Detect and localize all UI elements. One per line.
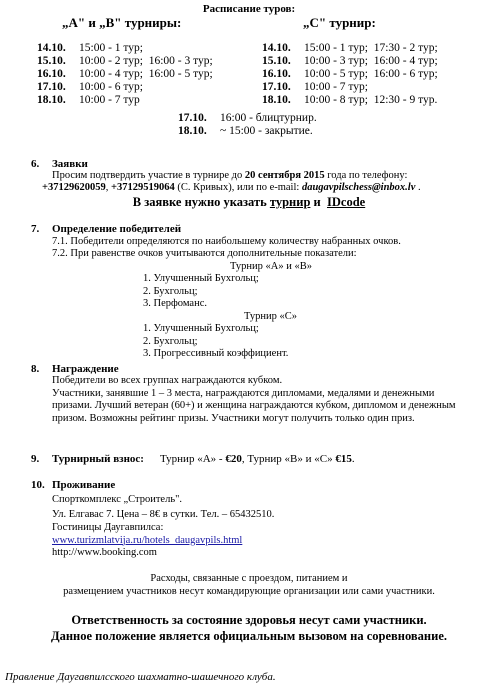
schedule-row: 17.10. 10:00 - 6 тур;: [37, 81, 143, 93]
ab-schedule-list: [37, 42, 213, 107]
section-10-line: Гостиницы Даугавпилса:: [52, 522, 164, 533]
section-8-title: Награждение: [52, 363, 119, 375]
c-tournament-header: „C" турнир:: [303, 15, 376, 30]
list-item: 2. Бухгольц;: [143, 285, 198, 297]
section-10-line: Ул. Елгавас 7. Цена – 8€ в сутки. Тел. – 65432510.: [52, 508, 275, 520]
schedule-row: 18.10. ~ 15:00 - закрытие.: [178, 125, 313, 137]
schedule-row: 16.10. 10:00 - 5 тур; 16:00 - 6 тур;: [262, 68, 438, 80]
schedule-row: 18.10. 10:00 - 8 тур; 12:30 - 9 тур.: [262, 94, 438, 106]
schedule-row: 14.10. 15:00 - 1 тур; 17:30 - 2 тур;: [262, 42, 438, 54]
tiebreak-c-list: [143, 323, 288, 361]
schedule-row: 15.10. 10:00 - 2 тур; 16:00 - 3 тур;: [37, 55, 213, 67]
notice-line: Ответственность за состояние здоровья несут сами участники.: [71, 613, 427, 627]
section-9-number: 9.: [31, 453, 40, 465]
tiebreak-ab-list: [143, 273, 259, 311]
schedule-row: 16.10. 10:00 - 4 тур; 16:00 - 5 тур;: [37, 68, 213, 80]
section-6-line-3: В заявке нужно указать турнир и IDcode: [132, 195, 366, 209]
c-schedule-list: [262, 42, 438, 107]
schedule-row: 14.10. 15:00 - 1 тур;: [37, 42, 143, 54]
section-9-fees: Турнир «A» - €20, Турнир «B» и «C» €15.: [160, 453, 355, 465]
section-7-p1: 7.1. Победители определяются по наибольшему количеству набранных очков.: [52, 236, 401, 247]
notice-line: Данное положение является официальным вызовом на соревнование.: [51, 629, 447, 643]
list-item: 3. Перфоманс.: [143, 298, 207, 309]
official-notice: [0, 612, 498, 644]
section-7-p2: 7.2. При равенстве очков учитываются дополнительные показатели:: [52, 248, 357, 259]
section-8-number: 8.: [31, 363, 40, 375]
tiebreak-c-title: Турнир «C»: [244, 311, 298, 322]
section-8-body: [52, 375, 456, 425]
section-6-line-2: +37129620059, +37129519064 (С. Кривых), или по e-mail: daugavpilschess@inbox.lv .: [42, 182, 421, 193]
list-item: 3. Прогрессивный коэффициент.: [143, 348, 289, 359]
section-8-line: призом. Возможны рейтинг призы. Участники могут получить только один приз.: [52, 412, 415, 424]
schedule-title: Расписание туров:: [202, 3, 296, 15]
list-item: 2. Бухгольц;: [143, 335, 198, 347]
list-item: 1. Улучшенный Бухгольц;: [143, 273, 259, 284]
section-6-line-1: Просим подтвердить участие в турнире до 20 сентября 2015 года по телефону:: [52, 170, 408, 181]
schedule-row: 17.10. 10:00 - 7 тур;: [262, 81, 368, 93]
section-7-title: Определение победителей: [52, 223, 182, 235]
section-8-line: Победители во всех группах награждаются кубком.: [52, 375, 283, 386]
section-10-number: 10.: [31, 479, 45, 491]
expenses-line: размещением участников несут командирующие организации или сами участники.: [63, 585, 435, 597]
booking-link[interactable]: http://www.booking.com: [52, 547, 157, 558]
section-6-number: 6.: [31, 158, 40, 170]
section-8-line: Участники, занявшие 1 – 3 места, награждаются дипломами, медалями и денежными: [52, 387, 435, 399]
footer-signature: Правление Даугавпилсского шахматно-шашечного клуба.: [5, 671, 276, 683]
section-9-title: Турнирный взнос:: [52, 453, 144, 465]
email-link[interactable]: daugavpilschess@inbox.lv: [301, 182, 416, 193]
schedule-row: 17.10. 16:00 - блицтурнир.: [178, 112, 317, 124]
section-10-line: Спорткомплекс „Строитель".: [52, 494, 183, 505]
section-10-body: [52, 494, 274, 560]
list-item: 1. Улучшенный Бухгольц;: [143, 323, 259, 334]
expenses-line: Расходы, связанные с проездом, питанием и: [150, 573, 348, 584]
tiebreak-ab-title: Турнир «A» и «B»: [230, 261, 312, 272]
schedule-row: 15.10. 10:00 - 3 тур; 16:00 - 4 тур;: [262, 55, 438, 67]
schedule-row: 18.10. 10:00 - 7 тур: [37, 94, 140, 106]
hotels-link[interactable]: www.turizmlatvija.ru/hotels_daugavpils.html: [52, 534, 243, 546]
section-10-title: Проживание: [52, 479, 116, 491]
expenses-note: [0, 573, 498, 598]
section-8-line: призами. Лучший ветеран (60+) и женщина награждаются кубком, дипломом и денежным: [52, 400, 456, 411]
common-schedule-list: [178, 112, 317, 138]
section-7-number: 7.: [31, 223, 40, 235]
section-6-title: Заявки: [52, 158, 88, 170]
ab-tournaments-header: „A" и „B" турниры:: [62, 15, 182, 30]
